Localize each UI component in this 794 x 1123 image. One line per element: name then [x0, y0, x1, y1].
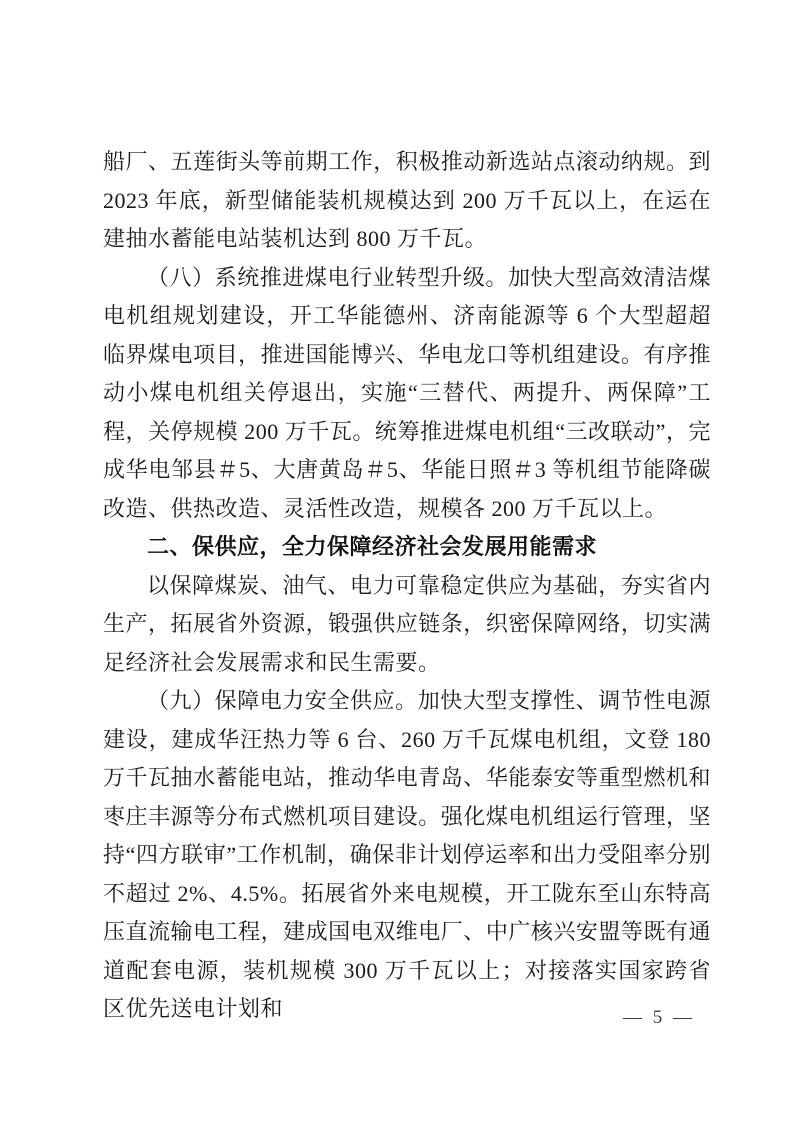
paragraph-continuation: 船厂、五莲街头等前期工作，积极推动新选站点滚动纳规。到 2023 年底，新型储能装机规模达到 200 万千瓦以上，在运在建抽水蓄能电站装机达到 800 万千瓦。	[103, 149, 711, 251]
paragraph-item-8: （八）系统推进煤电行业转型升级。加快大型高效清洁煤电机组规划建设，开工华能德州、济南能源等 6 个大型超超临界煤电项目，推进国能博兴、华电龙口等机组建设。有序推动小煤电机组关停退出，实施“三替代、两提升、两保障”工程，关停规模 200 万千瓦。统筹推进煤电机组“三改联动”，完成华电邹县＃5、大唐黄岛＃5、华能日照＃3 等机组节能降碳改造、供热改造、灵活性改造，规模各 200 万千瓦以上。	[103, 264, 711, 521]
page-number: — 5 —	[623, 1007, 695, 1028]
paragraph-item-9: （九）保障电力安全供应。加快大型支撑性、调节性电源建设，建成华汪热力等 6 台、260 万千瓦煤电机组，文登 180 万千瓦抽水蓄能电站，推动华电青岛、华能泰安等重型燃机和枣庄丰源等分布式燃机项目建设。强化煤电机组运行管理，坚持“四方联审”工作机制，确保非计划停运率和出力受阻率分别不超过 2%、4.5%。拓展省外来电规模，开工陇东至山东特高压直流输电工程，建成国电双维电厂、中广核兴安盟等既有通道配套电源，装机规模 300 万千瓦以上；对接落实国家跨省区优先送电计划和	[103, 688, 711, 1021]
paragraph-section-intro: 以保障煤炭、油气、电力可靠稳定供应为基础，夯实省内生产，拓展省外资源，锻强供应链条，织密保障网络，切实满足经济社会发展需求和民生需要。	[103, 572, 711, 675]
section-heading: 二、保供应，全力保障经济社会发展用能需求	[147, 534, 598, 559]
document-body	[103, 143, 711, 1029]
